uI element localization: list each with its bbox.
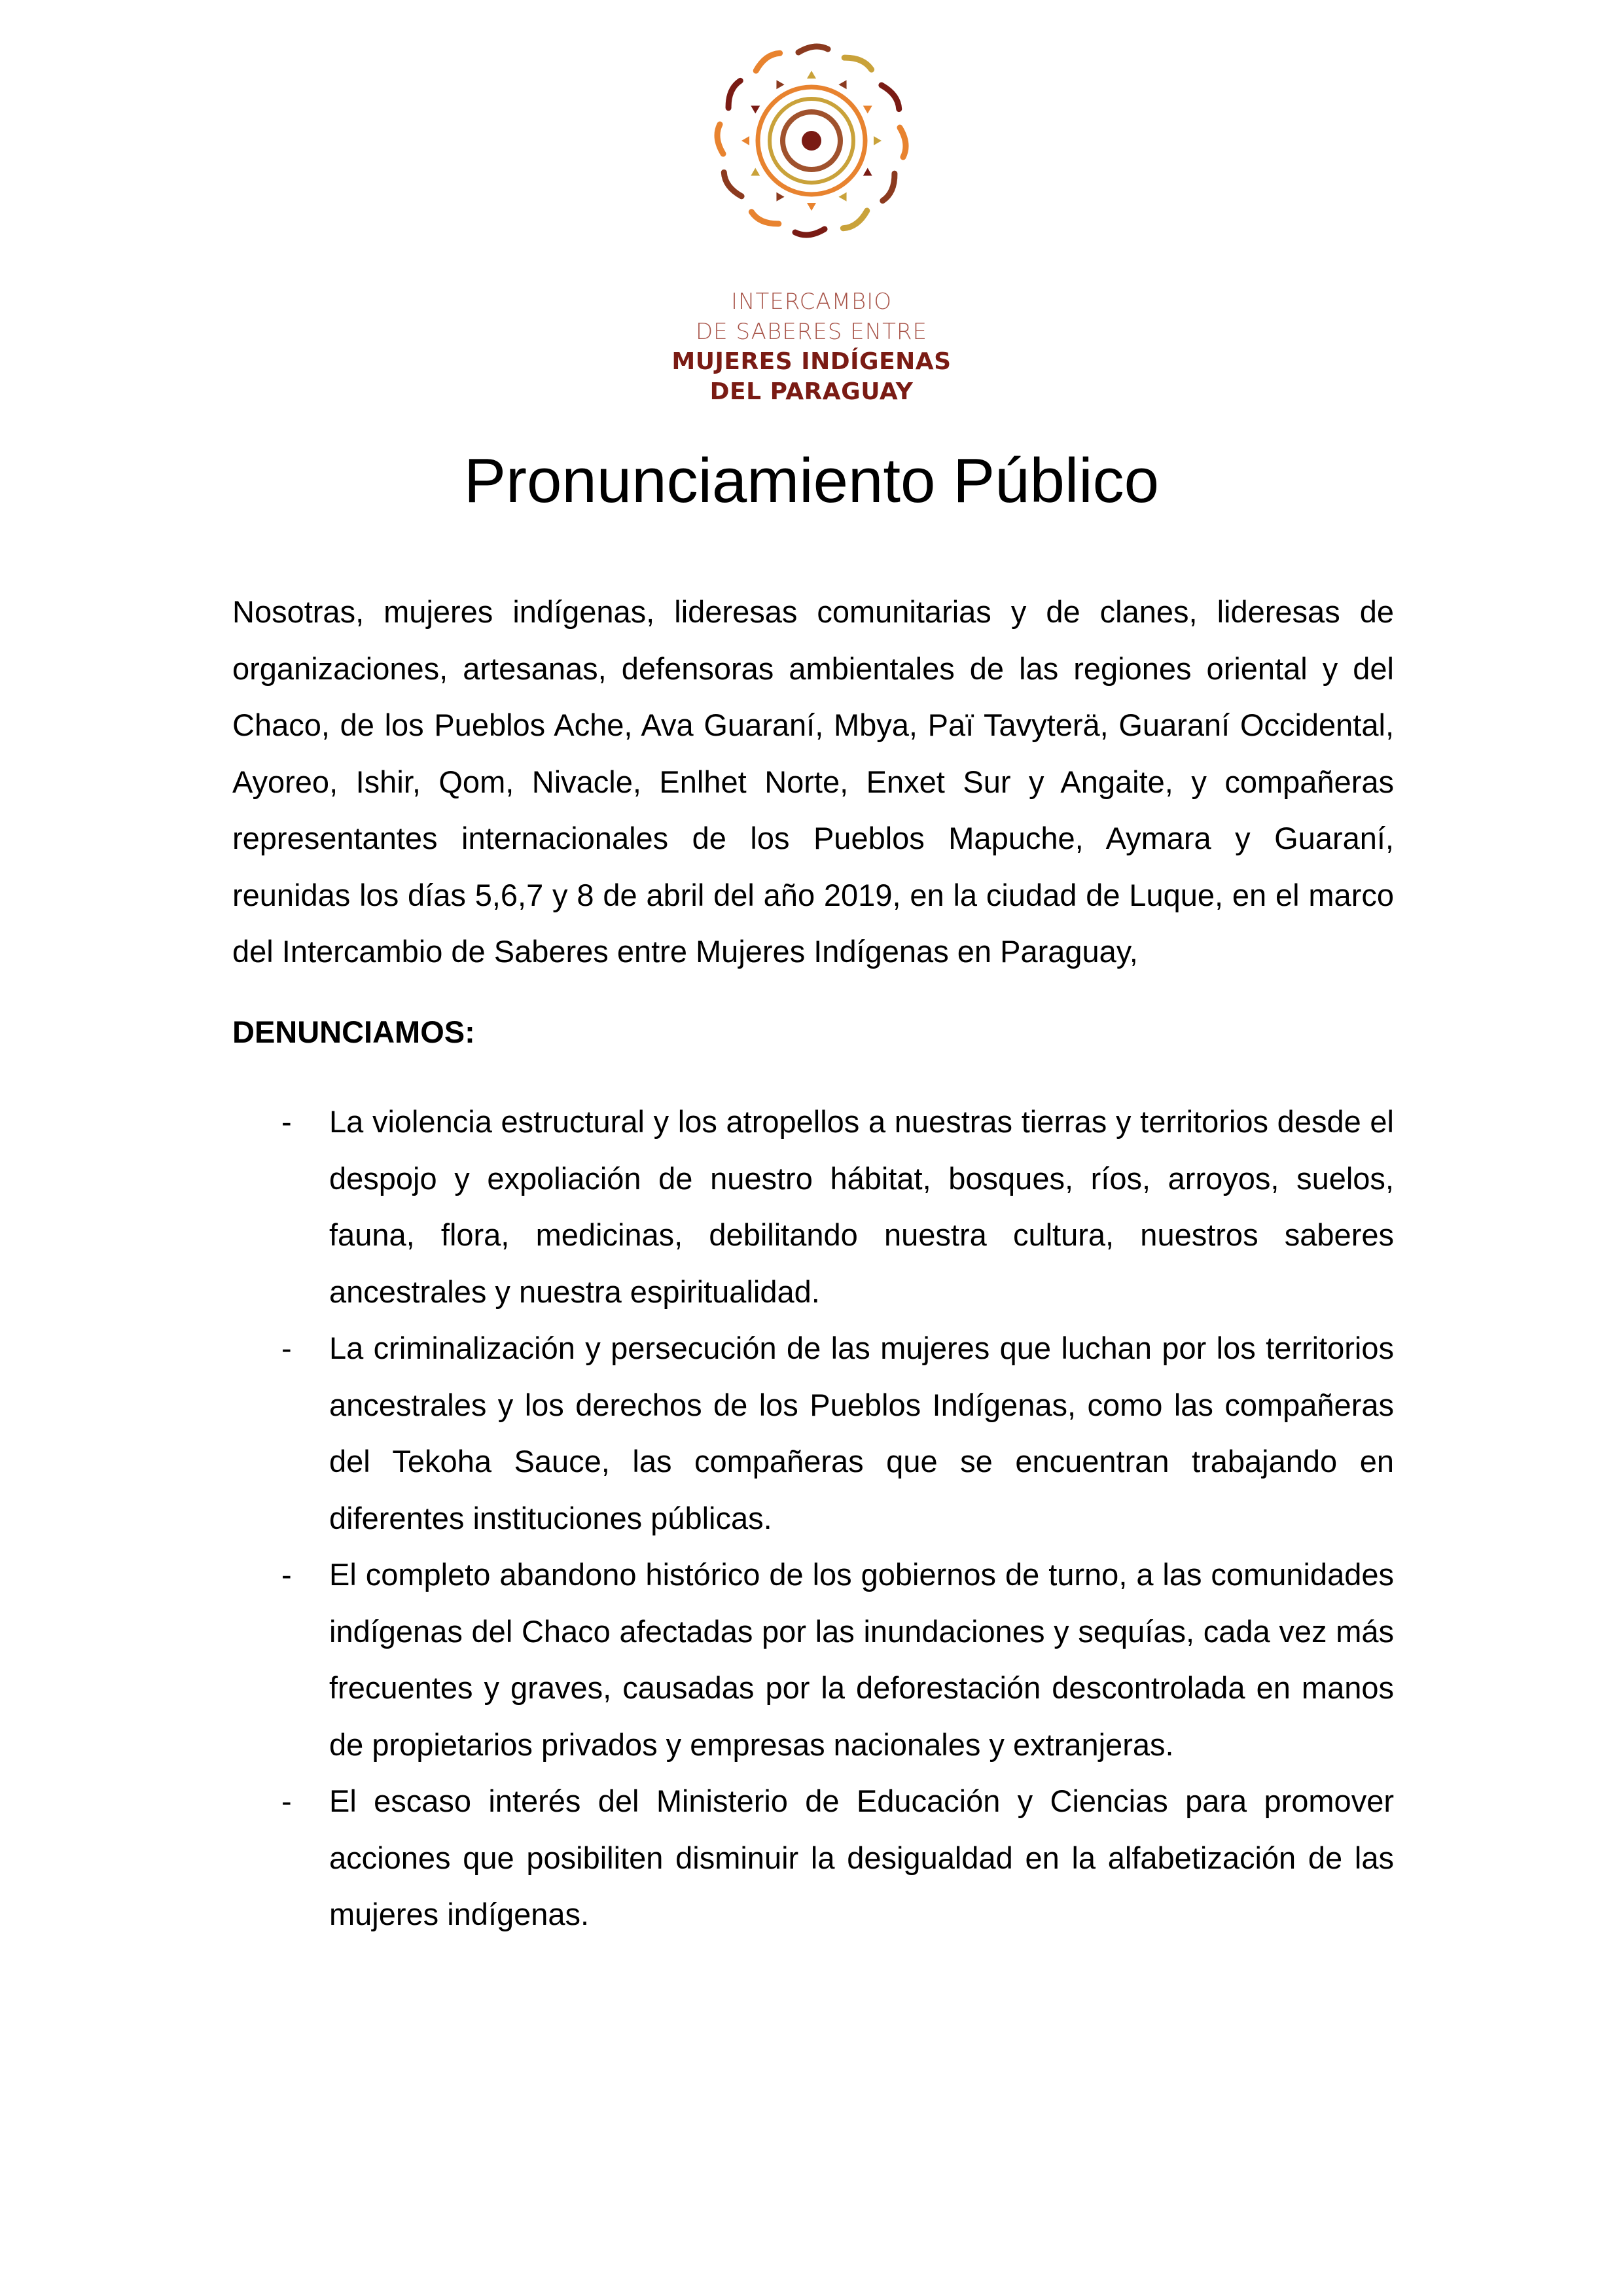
- denunciation-list: [232, 1094, 1394, 1943]
- intro-paragraph: Nosotras, mujeres indígenas, lideresas comunitarias y de clanes, lideresas de organizaciones, artesanas, defensoras ambientales de las regiones oriental y del Chaco, de los Pueblos Ache, Ava Guaraní, Mbya, Paï Tavyterä, Guaraní Occidental, Ayoreo, Ishir, Qom, Nivacle, Enlhet Norte, Enxet Sur y Angaite, y compañeras representantes internacionales de los Pueblos Mapuche, Aymara y Guaraní, reunidas los días 5,6,7 y 8 de abril del año 2019, en la ciudad de Luque, en el marco del Intercambio de Saberes entre Mujeres Indígenas en Paraguay,: [232, 594, 1394, 969]
- list-item: [232, 1320, 1394, 1547]
- list-item-text: El escaso interés del Ministerio de Educación y Ciencias para promover acciones que posibiliten disminuir la desigualdad en la alfabetización de las mujeres indígenas.: [329, 1784, 1394, 1931]
- bullet-dash: -: [281, 1104, 292, 1139]
- logo-line-3: MUJERES INDÍGENAS: [671, 348, 952, 375]
- list-item: [232, 1773, 1394, 1943]
- sun-of-hands-emblem-icon: [710, 39, 913, 242]
- bullet-dash: -: [281, 1331, 292, 1365]
- logo-center-dot: [802, 131, 821, 151]
- logo-wordmark: [628, 287, 995, 407]
- logo-line-1: INTERCAMBIO: [730, 289, 893, 315]
- list-item: [232, 1547, 1394, 1773]
- list-item-text: El completo abandono histórico de los gobiernos de turno, a las comunidades indígenas del Chaco afectadas por las inundaciones y sequías, cada vez más frecuentes y graves, causadas por la deforestación descontrolada en manos de propietarios privados y empresas nacionales y extranjeras.: [329, 1557, 1394, 1762]
- logo-line-4: DEL PARAGUAY: [709, 378, 914, 405]
- section-heading: DENUNCIAMOS:: [232, 1014, 475, 1049]
- bullet-dash: -: [281, 1557, 292, 1592]
- list-item-text: La violencia estructural y los atropellos a nuestras tierras y territorios desde el despojo y expoliación de nuestro hábitat, bosques, ríos, arroyos, suelos, fauna, flora, medicinas, debilitando nuestra cultura, nuestros saberes ancestrales y nuestra espiritualidad.: [329, 1104, 1394, 1309]
- list-item: [232, 1094, 1394, 1320]
- list-item-text: La criminalización y persecución de las mujeres que luchan por los territorios ancestrales y los derechos de los Pueblos Indígenas, como las compañeras del Tekoha Sauce, las compañeras que se encuentran trabajando en diferentes instituciones públicas.: [329, 1331, 1394, 1535]
- logo-line-2: DE SABERES ENTRE: [696, 319, 927, 345]
- bullet-dash: -: [281, 1784, 292, 1818]
- document-title: Pronunciamiento Público: [464, 446, 1159, 516]
